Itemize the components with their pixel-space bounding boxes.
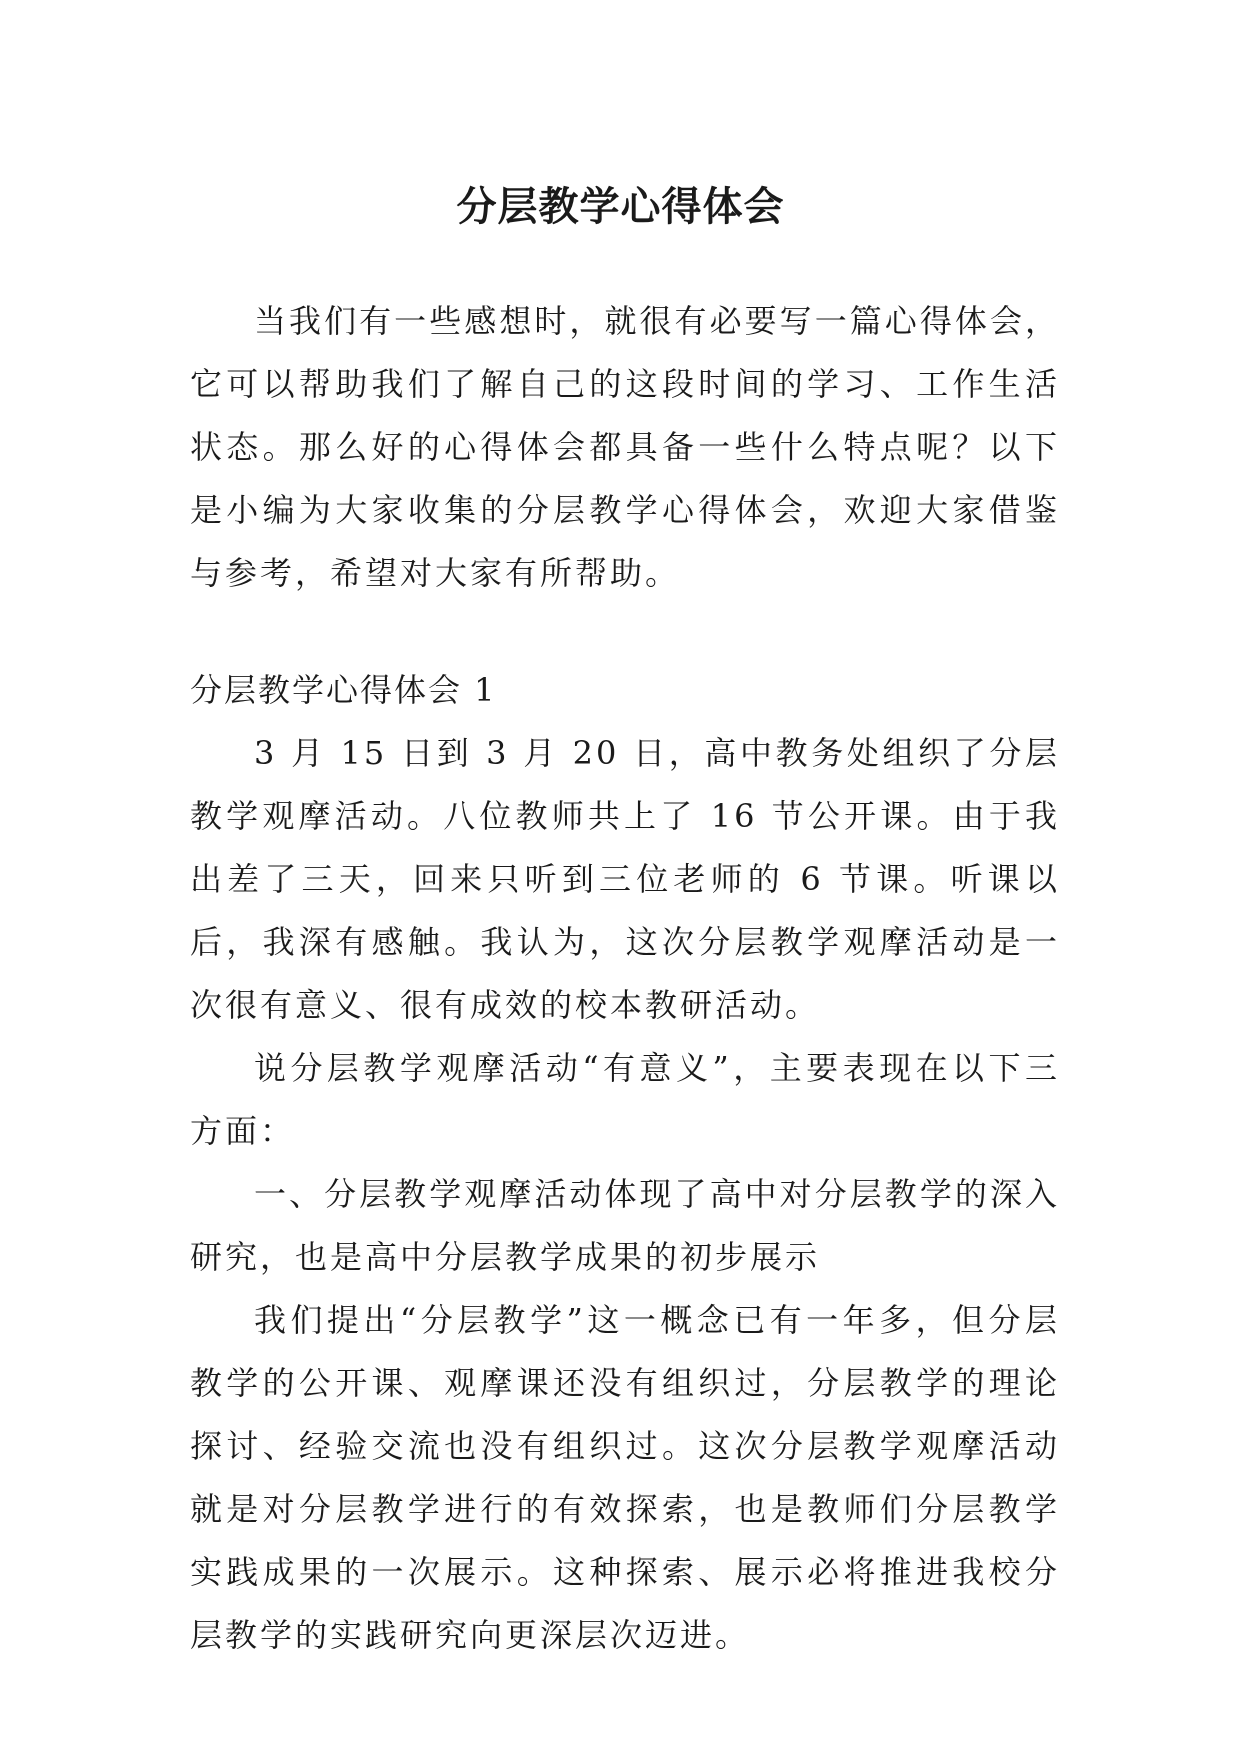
section-heading: 分层教学心得体会 1 <box>190 671 497 709</box>
document-title: 分层教学心得体会 <box>456 182 785 230</box>
body-paragraph: 我们提出“分层教学”这一概念已有一年多，但分层教学的公开课、观摩课还没有组织过，分层教学的理论探讨、经验交流也没有组织过。这次分层教学观摩活动就是对分层教学进行的有效探索，也是教师们分层教学实践成果的一次展示。这种探索、展示必将推进我校分层教学的实践研究向更深层次迈进。 <box>190 1301 1060 1654</box>
body-paragraph: 3 月 15 日到 3 月 20 日，高中教务处组织了分层教学观摩活动。八位教师共上了 16 节公开课。由于我出差了三天，回来只听到三位老师的 6 节课。听课以后，我深有感触。我认为，这次分层教学观摩活动是一次很有意义、很有成效的校本教研活动。 <box>190 734 1060 1024</box>
body-paragraph: 一、分层教学观摩活动体现了高中对分层教学的深入研究，也是高中分层教学成果的初步展示 <box>190 1175 1060 1276</box>
body-paragraph: 说分层教学观摩活动“有意义”，主要表现在以下三方面： <box>190 1049 1060 1150</box>
document-body <box>190 290 1060 1667</box>
intro-paragraph: 当我们有一些感想时，就很有必要写一篇心得体会，它可以帮助我们了解自己的这段时间的学习、工作生活状态。那么好的心得体会都具备一些什么特点呢？以下是小编为大家收集的分层教学心得体会，欢迎大家借鉴与参考，希望对大家有所帮助。 <box>190 302 1060 592</box>
